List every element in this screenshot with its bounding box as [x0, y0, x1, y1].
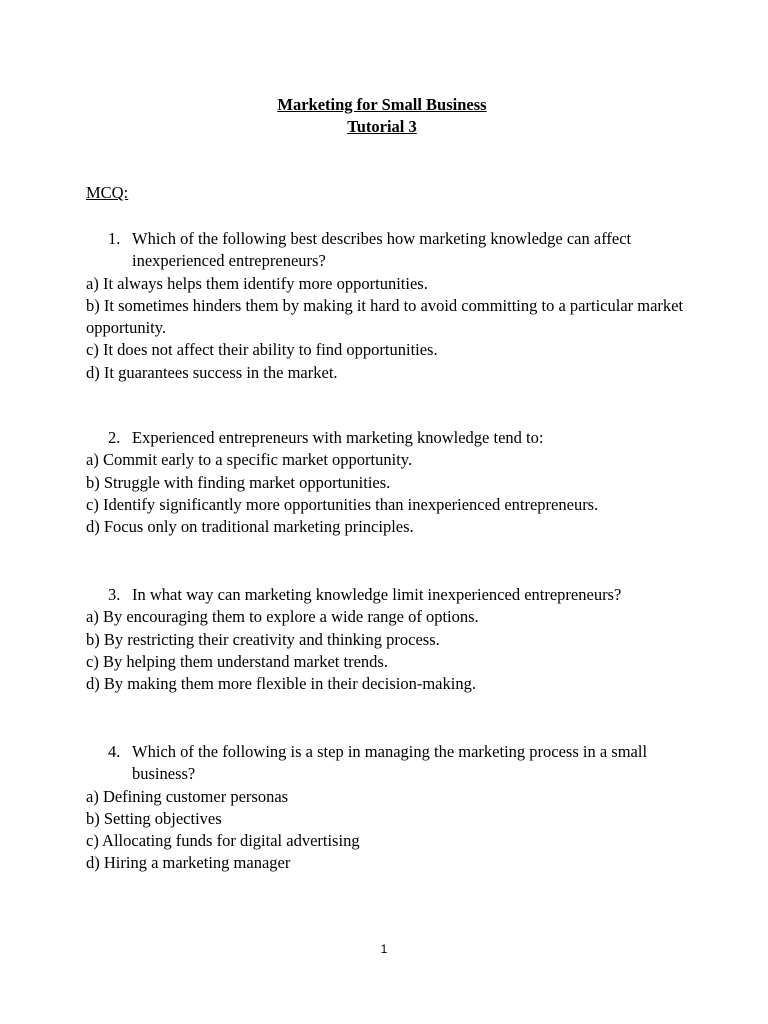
answer-option: b) It sometimes hinders them by making it hard to avoid committing to a particular market opportunity.	[86, 295, 684, 338]
answer-option: d) It guarantees success in the market.	[86, 362, 338, 382]
question-2	[86, 427, 686, 538]
question-text: Which of the following is a step in managing the marketing process in a small business?	[132, 742, 648, 784]
answer-option: d) Focus only on traditional marketing principles.	[86, 517, 414, 537]
question-1	[86, 228, 686, 384]
answer-option: d) By making them more flexible in their decision-making.	[86, 674, 476, 694]
question-stem	[86, 427, 686, 449]
question-text: Experienced entrepreneurs with marketing knowledge tend to:	[132, 428, 544, 447]
answer-option: c) By helping them understand market trends.	[86, 651, 388, 671]
answer-option: a) Defining customer personas	[86, 786, 289, 806]
question-number: 4.	[108, 742, 121, 761]
question-number: 1.	[108, 229, 121, 248]
question-stem	[86, 584, 686, 606]
page-number: 1	[380, 942, 388, 956]
answer-option: d) Hiring a marketing manager	[86, 853, 291, 873]
answer-option: b) By restricting their creativity and thinking process.	[86, 629, 440, 649]
answer-option: b) Struggle with finding market opportunities.	[86, 472, 391, 492]
question-stem	[86, 741, 686, 786]
question-3	[86, 584, 686, 695]
answer-option: a) By encouraging them to explore a wide range of options.	[86, 607, 479, 627]
question-stem	[86, 228, 686, 273]
question-text: In what way can marketing knowledge limit inexperienced entrepreneurs?	[132, 585, 622, 604]
answer-option: a) Commit early to a specific market opportunity.	[86, 450, 413, 470]
answer-option: a) It always helps them identify more opportunities.	[86, 273, 428, 293]
question-text: Which of the following best describes how marketing knowledge can affect inexperienced entrepreneurs?	[132, 229, 632, 271]
title-block	[0, 94, 764, 138]
answer-option: b) Setting objectives	[86, 808, 222, 828]
section-label-mcq: MCQ:	[86, 183, 129, 202]
answer-option: c) Allocating funds for digital advertising	[86, 831, 360, 851]
question-number: 3.	[108, 585, 121, 604]
document-title: Marketing for Small Business	[277, 95, 487, 114]
answer-option: c) Identify significantly more opportunities than inexperienced entrepreneurs.	[86, 494, 599, 514]
question-4	[86, 741, 686, 875]
answer-option: c) It does not affect their ability to find opportunities.	[86, 340, 438, 360]
question-number: 2.	[108, 428, 121, 447]
document-subtitle: Tutorial 3	[347, 117, 417, 136]
